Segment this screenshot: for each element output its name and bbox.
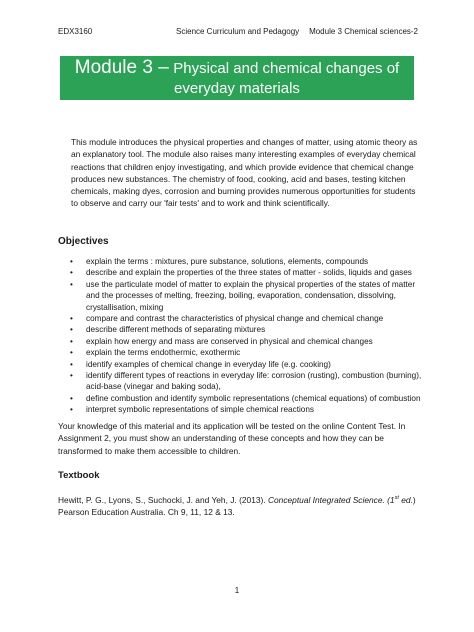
list-item: • compare and contrast the characteristics of physical change and chemical change xyxy=(70,314,384,324)
list-item: • describe and explain the properties of the three states of matter - solids, liquids and gases xyxy=(70,268,412,278)
bullet-icon: • xyxy=(70,325,73,335)
bullet-icon: • xyxy=(70,268,73,278)
edition-superscript: st xyxy=(394,495,399,501)
reference-title: Conceptual Integrated Science. (1 xyxy=(267,494,395,505)
module-tag: Module 3 Chemical sciences-2 xyxy=(309,27,418,36)
intro-paragraph: This module introduces the physical properties and changes of matter, using atomic theory as an explanatory tool. The module also raises many interesting examples of everyday chemical reactions that children enjoy investigating, and which provide evidence that chemical change produces new substances. The chemistry of food, cooking, acid and bases, testing kitchen chemicals, making dyes, corrosion and burning provides numerous opportunities for students to observe and carry our 'fair tests' and to work and think scientifically. xyxy=(71,137,418,209)
reference-authors: Hewitt, P. G., Lyons, S., Suchocki, J. and Yeh, J. (2013). xyxy=(58,494,268,505)
list-item: • explain how energy and mass are conserved in physical and chemical changes xyxy=(70,336,373,346)
bullet-icon: • xyxy=(70,348,73,358)
bullet-icon: • xyxy=(70,257,73,266)
list-item: • describe different methods of separating mixtures xyxy=(70,325,266,335)
bullet-icon: • xyxy=(70,314,73,324)
page-header xyxy=(58,27,418,39)
bullet-icon: • xyxy=(70,359,73,369)
textbook-reference: Hewitt, P. G., Lyons, S., Suchocki, J. and Yeh, J. (2013). Conceptual Integrated Science. (1st ed.) Pearson Education Australia. Ch 9, 11, 12 & 13. xyxy=(58,494,416,518)
list-item: • use the particulate model of matter to explain the physical properties of the states of matter and the processes of melting, freezing, boiling, evaporation, condensation, dissolving, crystallisation, mixing xyxy=(70,279,416,312)
bullet-icon: • xyxy=(70,393,73,403)
page-number: 1 xyxy=(234,586,240,595)
banner-title-part2: everyday materials xyxy=(174,80,300,97)
banner-line-1 xyxy=(60,57,414,80)
list-item: • explain the terms endothermic, exothermic xyxy=(70,348,241,358)
module-label: Module 3 – xyxy=(74,57,169,78)
course-title: Science Curriculum and Pedagogy xyxy=(176,27,300,36)
banner-title-part1: Physical and chemical changes of xyxy=(173,60,400,77)
bullet-icon: • xyxy=(70,405,73,415)
bullet-icon: • xyxy=(70,279,73,289)
edition-label: ed. xyxy=(398,494,413,505)
list-item: • identify different types of reactions in everyday life: corrosion (rusting), combustion (burning), acid-base (vinegar and baking soda), xyxy=(70,371,422,392)
objectives-list xyxy=(58,256,428,416)
course-code: EDX3160 xyxy=(58,27,93,36)
bullet-icon: • xyxy=(70,371,73,381)
bullet-icon: • xyxy=(70,336,73,346)
list-item: • identify examples of chemical change in everyday life (e.g. cooking) xyxy=(70,359,331,369)
objectives-heading: Objectives xyxy=(58,236,109,247)
module-title-banner xyxy=(60,56,414,100)
list-item: • explain the terms : mixtures, pure substance, solutions, elements, compounds xyxy=(70,257,369,266)
list-item: • interpret symbolic representations of simple chemical reactions xyxy=(70,405,314,415)
list-item: • define combustion and identify symbolic representations (chemical equations) of combustion xyxy=(70,393,421,403)
assessment-paragraph: Your knowledge of this material and its application will be tested on the online Content Test. In Assignment 2, you must show an understanding of these concepts and how they can be transformed to make them accessible to children. xyxy=(58,421,406,456)
textbook-heading: Textbook xyxy=(58,470,100,481)
reference-publisher: Pearson Education Australia. Ch 9, 11, 12 & 13. xyxy=(58,507,235,518)
